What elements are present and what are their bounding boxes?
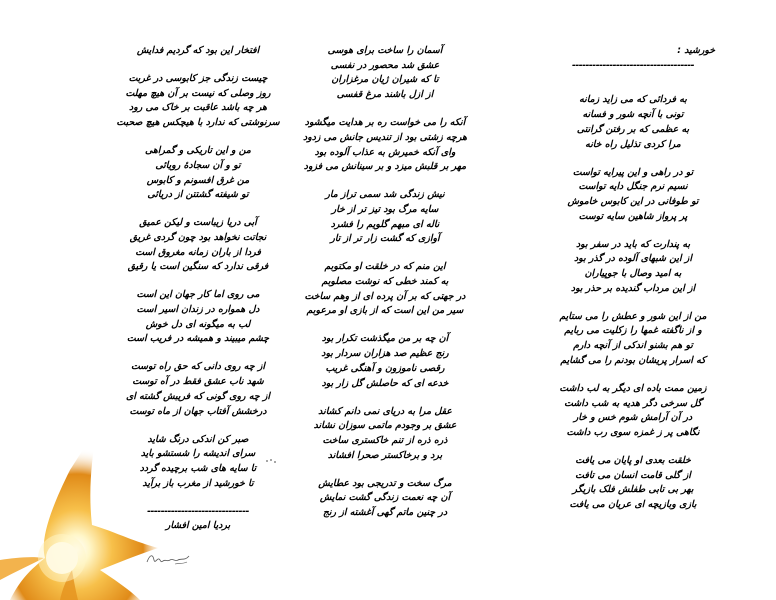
poem-line: سرنوشتی که ندارد با هیچکس هیچ صحبت bbox=[116, 117, 280, 129]
poem-line: عشق بر وجودم ماتمی سوزان نشاند bbox=[313, 420, 457, 432]
poem-line: گل سرخی دگر هدیه به شب داشت bbox=[564, 397, 702, 409]
stanza bbox=[285, 332, 485, 391]
poem-line: صبر کن اندکی درنگ شاید bbox=[147, 433, 249, 445]
poem-line: ذره ذره از تنم خاکستری ساخت bbox=[322, 434, 448, 446]
poem-line: بازی وبازیچه ای عریان می یافت bbox=[569, 499, 697, 511]
poem-line: به امید وصال با جوپیاران bbox=[584, 268, 682, 280]
stanza bbox=[93, 360, 303, 419]
poem-line: از این شبهای آلوده در گذر بود bbox=[574, 253, 692, 265]
poem-line: رنج عظیم صد هزاران سردار بود bbox=[321, 348, 449, 360]
poem-line: نیش زندگی شد سمی تراز مار bbox=[325, 189, 445, 201]
poem-line: فردا از باران زمانه مغروق است bbox=[135, 246, 261, 258]
poem-line: از چه روی دانی که حق راه توست bbox=[130, 361, 266, 373]
ink-dots bbox=[265, 457, 279, 465]
poem-line: بهر بی تابی طفلش فلک بازیگر bbox=[572, 484, 694, 496]
stanza bbox=[285, 405, 485, 464]
poem-line: من از این شور و عطش را می ستایم bbox=[559, 310, 707, 322]
poem-line: رقصی ناموزون و آهنگی غریب bbox=[325, 362, 445, 374]
poem-title: خورشید : bbox=[677, 45, 715, 56]
poem-line: آن چه نعمت زندگی گشت نمایش bbox=[319, 492, 451, 504]
poem-line: تا سایه های شب برچیده گردد bbox=[139, 462, 257, 474]
poem-line: عشق شد محصور در نفسی bbox=[330, 59, 440, 71]
poem-line: از این مرداب گندیده بر حذر بود bbox=[570, 282, 696, 294]
poem-line: خدعه ای که حاصلش گل زار بود bbox=[321, 377, 449, 389]
poem-line: من غرق افسونم و کابوس bbox=[146, 174, 250, 186]
poem-line: مرا کردی تذلیل راه خانه bbox=[585, 138, 681, 150]
poem-line: تا خورشید از مغرب باز برآید bbox=[142, 477, 254, 489]
title-rule: ------------------------------------ bbox=[571, 59, 695, 71]
poem-line: مهر بر قلبش میزد و بر سینانش می فزود bbox=[303, 161, 467, 173]
poem-line: چیست زندگی جز کابوسی در غربت bbox=[128, 73, 268, 84]
poem-line: عقل مرا به دریای نمی دانم کشاند bbox=[318, 405, 452, 417]
poem-line: سرای اندیشه را شستشو باید bbox=[140, 448, 256, 460]
poem-line: آسمان را ساخت برای هوسی bbox=[327, 45, 443, 56]
stanza bbox=[533, 310, 733, 369]
stanza bbox=[93, 44, 303, 59]
poem-line: چشم میبیند و همیشه در فریب است bbox=[126, 333, 270, 345]
poem-line: نسیم نرم جنگل دایه تواست bbox=[578, 181, 688, 193]
poem-line: آنکه را می خواست ره بر هدایت میگشود bbox=[304, 117, 466, 129]
poem-line: نگاهی پر ز غمزه سوی رب داشت bbox=[566, 426, 700, 438]
poem-line: آبی دریا زیباست و لیکن عمیق bbox=[139, 217, 257, 229]
poem-line: می روی اما کار جهان این است bbox=[136, 289, 260, 301]
stanza bbox=[533, 238, 733, 297]
stanza bbox=[93, 288, 303, 347]
poem-line: فرقی ندارد که سنگین است یا رقیق bbox=[127, 261, 269, 273]
author-credit: بردیا امین افشار bbox=[165, 520, 231, 532]
poem-line: به پندارت که باید در سفر بود bbox=[575, 238, 691, 250]
poem-line: آوازی که گشت زار تر از تار bbox=[330, 233, 440, 245]
poem-column-right bbox=[533, 44, 733, 526]
stanza bbox=[285, 188, 485, 247]
poem-line: لب به میگونه ای دل خوش bbox=[145, 318, 251, 330]
stanza bbox=[93, 72, 303, 131]
sun-burst-image bbox=[0, 430, 160, 600]
poem-line: که اسرار پریشان بودنم را می گشایم bbox=[560, 354, 706, 366]
poem-line: از ازل باشند مرغ قفسی bbox=[336, 89, 434, 101]
poem-line: درخشش آفتاب جهان از ماه توست bbox=[129, 405, 267, 417]
poem-line: برد و برخاکستر صحرا افشاند bbox=[327, 449, 443, 461]
poem-line: به عظمی که بر رفتن گرانتی bbox=[576, 123, 690, 135]
poem-line: تو هم بشنو اندکی از آنچه دارم bbox=[573, 340, 693, 352]
poem-line: سیر من این است که از بازی او مرعوبم bbox=[306, 305, 464, 317]
poem-column-middle bbox=[285, 44, 485, 534]
poem-line: تونی با آنچه شور و فسانه bbox=[582, 109, 684, 121]
poem-line: ناله ای مبهم گلویم را فشرد bbox=[330, 218, 440, 230]
poem-line: در آن آرامش شوم خس و خار bbox=[573, 412, 693, 424]
poem-line: هرچه زشتی بود از تندیس جانش می زدود bbox=[303, 131, 467, 143]
poem-line: تا که شیران ژیان مرغزاران bbox=[331, 74, 439, 86]
poem-line: این منم که در خلقت او مکتوبم bbox=[324, 261, 446, 273]
poem-line: زمین ممت باده ای دیگر به لب داشت bbox=[559, 382, 707, 394]
poem-line: و از ناگفته غمها را زکلیت می ربایم bbox=[564, 325, 702, 337]
poem-line: خلقت بعدی او پایان می یافت bbox=[575, 454, 691, 466]
poem-line: تو و آن سجادهٔ رویائی bbox=[155, 159, 241, 171]
closing-rule: ------------------------------ bbox=[147, 505, 249, 517]
poem-line: دل همواره در زندان اسیر است bbox=[136, 304, 260, 316]
poem-line: از چه روی گونی که فریبش گشته ای bbox=[125, 390, 271, 402]
stanza bbox=[533, 382, 733, 441]
poem-line: تو شیفته گشتتن از دریائی bbox=[147, 189, 249, 201]
poem-line: تو در راهی و این پیرایه تواست bbox=[572, 166, 694, 178]
poem-line: در جهتی که بر آن پرده ای از وهم ساخت bbox=[304, 290, 466, 302]
stanza bbox=[533, 93, 733, 152]
poem-line: آن چه بر من میگذشت تکرار بود bbox=[321, 333, 449, 345]
poem-line: نجاتت نخواهد بود چون گردی غریق bbox=[129, 231, 267, 243]
poem-line: من و این تاریکی و گمراهی bbox=[145, 145, 251, 157]
stanza bbox=[93, 216, 303, 275]
poem-line: سایه مرگ بود تیز تر از خار bbox=[331, 203, 439, 215]
stanza bbox=[285, 477, 485, 521]
stanza bbox=[285, 116, 485, 175]
poem-line: تو طوفانی در این کابوس خاموش bbox=[567, 195, 699, 207]
poem-line: پر پرواز شاهین سایه توست bbox=[578, 210, 688, 222]
poem-line: مرگ سخت و تدریجی بود عطایش bbox=[318, 477, 452, 489]
poem-line: به کمند خطی که نوشت مصلوبم bbox=[321, 276, 449, 288]
poem-line: هر چه باشد عاقبت بر خاک می رود bbox=[129, 102, 267, 114]
poem-line: در چنین ماتم گهی آغشته از رنج bbox=[322, 507, 448, 519]
stanza bbox=[533, 166, 733, 225]
poem-line: به فردائی که می زاید زمانه bbox=[579, 94, 687, 106]
poem-line: روز وصلی که نیست بر آن هیچ مهلت bbox=[125, 87, 271, 99]
stanza bbox=[285, 44, 485, 103]
poem-line: افتخار این بود که گردیم فدایش bbox=[136, 45, 260, 56]
poem-line: از گلی قامت انسان می تافت bbox=[575, 469, 691, 481]
poem-line: شهد ناب عشق فقط در آه توست bbox=[132, 376, 264, 388]
stanza bbox=[285, 260, 485, 319]
poem-line: وای آنکه خمیرش به عذاب آلوده بود bbox=[314, 146, 456, 158]
handwritten-signature bbox=[145, 550, 195, 568]
stanza bbox=[93, 144, 303, 203]
stanza bbox=[533, 454, 733, 513]
